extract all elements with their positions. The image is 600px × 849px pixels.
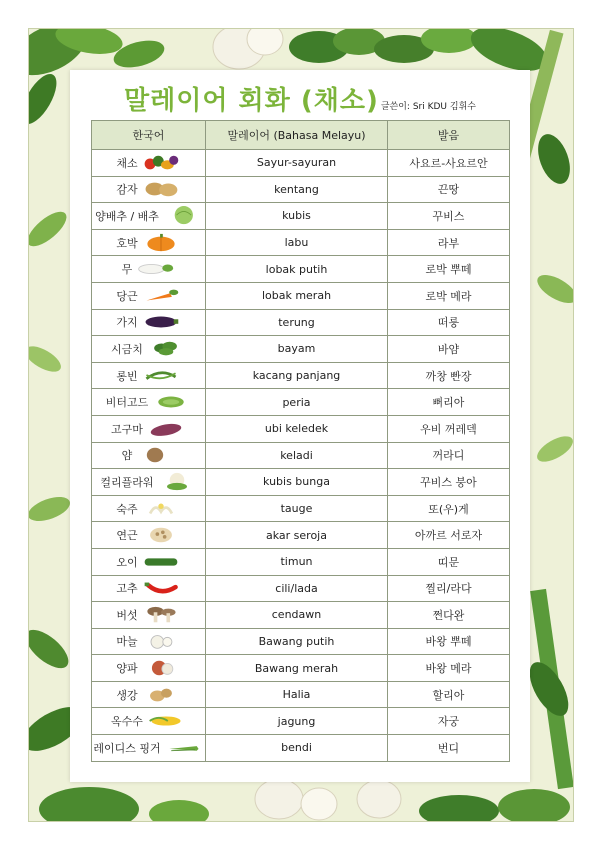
korean-cell xyxy=(92,256,206,283)
korean-word: 시금치 xyxy=(111,342,143,356)
author-credit: 글쓴이: Sri KDU 김휘수 xyxy=(380,102,476,112)
pumpkin-icon xyxy=(141,233,181,253)
pronunciation: 꾸비스 붕아 xyxy=(388,469,510,496)
pronunciation: 찔리/라다 xyxy=(388,575,510,602)
header-malay: 말레이어 (Bahasa Melayu) xyxy=(206,121,388,150)
pronunciation: 바얌 xyxy=(388,336,510,363)
header-pronunciation: 발음 xyxy=(388,121,510,150)
pronunciation: 뻐리아 xyxy=(388,389,510,416)
pronunciation: 아까르 서로자 xyxy=(388,522,510,549)
pronunciation: 우비 꺼레덱 xyxy=(388,415,510,442)
pronunciation: 까창 빤장 xyxy=(388,362,510,389)
table-row xyxy=(92,522,510,549)
pronunciation: 번디 xyxy=(388,735,510,762)
malay-word: kacang panjang xyxy=(206,362,388,389)
table-row xyxy=(92,176,510,203)
korean-word: 레이디스 핑거 xyxy=(93,741,161,755)
korean-word: 오이 xyxy=(116,555,138,569)
korean-word: 연근 xyxy=(116,529,138,543)
pronunciation: 바왕 뿌떼 xyxy=(388,628,510,655)
malay-word: Bawang merah xyxy=(206,655,388,682)
lotus-root-icon xyxy=(141,525,181,545)
korean-cell xyxy=(92,708,206,735)
table-row xyxy=(92,389,510,416)
table-row xyxy=(92,628,510,655)
mushroom-icon xyxy=(141,605,181,625)
korean-word: 옥수수 xyxy=(111,715,143,729)
pronunciation: 끈땅 xyxy=(388,176,510,203)
korean-word: 무 xyxy=(121,263,133,277)
yam-icon xyxy=(135,445,175,465)
table-row xyxy=(92,495,510,522)
pronunciation: 바왕 메라 xyxy=(388,655,510,682)
table-row xyxy=(92,602,510,629)
potato-icon xyxy=(141,179,181,199)
malay-word: akar seroja xyxy=(206,522,388,549)
korean-cell xyxy=(92,735,206,762)
korean-word: 숙주 xyxy=(116,502,138,516)
korean-cell xyxy=(92,495,206,522)
pronunciation: 로박 뿌떼 xyxy=(388,256,510,283)
onion-icon xyxy=(141,658,181,678)
pronunciation: 라부 xyxy=(388,229,510,256)
pronunciation: 띠문 xyxy=(388,548,510,575)
korean-word: 가지 xyxy=(116,316,138,330)
malay-word: cili/lada xyxy=(206,575,388,602)
table-row xyxy=(92,203,510,230)
korean-cell xyxy=(92,229,206,256)
table-row xyxy=(92,735,510,762)
korean-cell xyxy=(92,628,206,655)
table-row xyxy=(92,309,510,336)
korean-word: 고추 xyxy=(116,582,138,596)
korean-cell xyxy=(92,469,206,496)
table-row xyxy=(92,415,510,442)
korean-cell xyxy=(92,442,206,469)
table-row xyxy=(92,282,510,309)
cauliflower-icon xyxy=(157,472,197,492)
table-row xyxy=(92,256,510,283)
pronunciation: 사요르-사요르안 xyxy=(388,150,510,177)
table-row xyxy=(92,681,510,708)
header-korean: 한국어 xyxy=(92,121,206,150)
korean-word: 고구마 xyxy=(111,422,143,436)
malay-word: jagung xyxy=(206,708,388,735)
korean-word: 생강 xyxy=(116,688,138,702)
pronunciation: 로박 메라 xyxy=(388,282,510,309)
korean-cell xyxy=(92,362,206,389)
malay-word: cendawn xyxy=(206,602,388,629)
malay-word: Bawang putih xyxy=(206,628,388,655)
korean-word: 호박 xyxy=(116,236,138,250)
korean-cell xyxy=(92,176,206,203)
ginger-icon xyxy=(141,685,181,705)
korean-word: 얌 xyxy=(121,449,133,463)
garlic-top xyxy=(213,29,283,69)
korean-word: 컬리플라워 xyxy=(100,475,154,489)
malay-word: terung xyxy=(206,309,388,336)
table-row xyxy=(92,150,510,177)
korean-cell xyxy=(92,548,206,575)
malay-word: kentang xyxy=(206,176,388,203)
malay-word: kubis bunga xyxy=(206,469,388,496)
malay-word: tauge xyxy=(206,495,388,522)
malay-word: Sayur-sayuran xyxy=(206,150,388,177)
long-bean-icon xyxy=(141,366,181,386)
malay-word: ubi keledek xyxy=(206,415,388,442)
korean-word: 버섯 xyxy=(116,608,138,622)
table-row xyxy=(92,442,510,469)
table-header-row xyxy=(92,121,510,150)
malay-word: Halia xyxy=(206,681,388,708)
malay-word: lobak putih xyxy=(206,256,388,283)
korean-word: 마늘 xyxy=(116,635,138,649)
pronunciation: 자궁 xyxy=(388,708,510,735)
pronunciation: 할리아 xyxy=(388,681,510,708)
corn-icon xyxy=(146,711,186,731)
malay-word: timun xyxy=(206,548,388,575)
korean-word: 당근 xyxy=(116,289,138,303)
malay-word: bayam xyxy=(206,336,388,363)
table-row xyxy=(92,548,510,575)
table-row xyxy=(92,362,510,389)
pronunciation: 쩐다완 xyxy=(388,602,510,629)
garlic-icon xyxy=(141,631,181,651)
korean-word: 양파 xyxy=(116,662,138,676)
korean-word: 채소 xyxy=(116,156,138,170)
spinach-icon xyxy=(146,339,186,359)
page-title: 말레이어 회화 (채소) xyxy=(124,86,379,116)
table-row xyxy=(92,229,510,256)
bean-sprouts-icon xyxy=(141,499,181,519)
eggplant-icon xyxy=(141,312,181,332)
pronunciation: 또(우)게 xyxy=(388,495,510,522)
malay-word: lobak merah xyxy=(206,282,388,309)
spinach-leaves-top xyxy=(289,29,477,63)
malay-word: keladi xyxy=(206,442,388,469)
table-row xyxy=(92,708,510,735)
pronunciation: 꾸비스 xyxy=(388,203,510,230)
vegetables-bottom xyxy=(39,779,570,821)
korean-cell xyxy=(92,655,206,682)
carrot-icon xyxy=(141,286,181,306)
table-row xyxy=(92,336,510,363)
bitter-gourd-icon xyxy=(151,392,191,412)
korean-word: 롱빈 xyxy=(116,369,138,383)
korean-word: 비터고드 xyxy=(105,396,149,410)
cucumber-icon xyxy=(141,552,181,572)
malay-word: peria xyxy=(206,389,388,416)
title-row xyxy=(70,80,530,114)
korean-cell xyxy=(92,575,206,602)
table-row xyxy=(92,575,510,602)
pronunciation: 꺼라디 xyxy=(388,442,510,469)
korean-cell xyxy=(92,309,206,336)
korean-cell xyxy=(92,522,206,549)
korean-cell xyxy=(92,389,206,416)
korean-word: 감자 xyxy=(116,183,138,197)
malay-word: kubis xyxy=(206,203,388,230)
korean-cell xyxy=(92,681,206,708)
korean-cell xyxy=(92,203,206,230)
sweet-potato-icon xyxy=(146,419,186,439)
pronunciation: 떠룽 xyxy=(388,309,510,336)
radish-icon xyxy=(135,259,175,279)
korean-cell xyxy=(92,150,206,177)
malay-word: bendi xyxy=(206,735,388,762)
mixed-vegetables-icon xyxy=(141,153,181,173)
korean-cell xyxy=(92,282,206,309)
cabbage-icon xyxy=(162,206,202,226)
okra-icon xyxy=(164,738,204,758)
korean-cell xyxy=(92,336,206,363)
vocabulary-table xyxy=(91,120,510,762)
korean-cell xyxy=(92,415,206,442)
korean-cell xyxy=(92,602,206,629)
table-row xyxy=(92,469,510,496)
chili-icon xyxy=(141,578,181,598)
korean-word: 양배추 / 배추 xyxy=(95,209,159,223)
malay-word: labu xyxy=(206,229,388,256)
table-row xyxy=(92,655,510,682)
